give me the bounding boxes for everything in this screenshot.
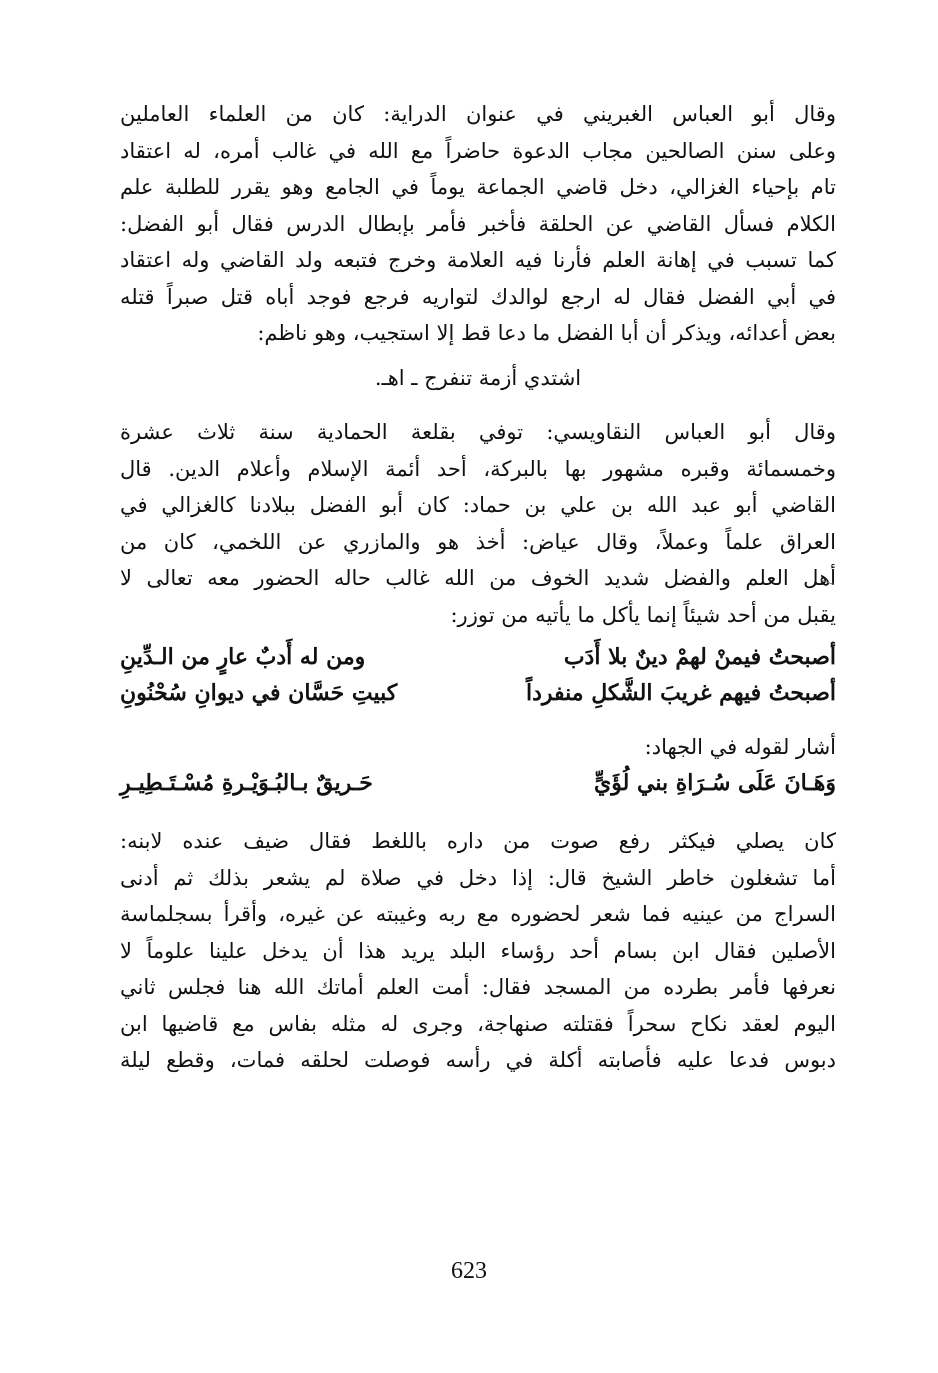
text-line: في أبي الفضل فقال له ارجع لوالدك لتواريه فرجع فوجد أباه قتل صبراً قتله [120, 284, 836, 309]
text-line: الكلام فسأل القاضي عن الحلقة فأخبر فأمر بإبطال الدرس فقال أبو الفضل: [120, 211, 836, 236]
text-line: بعض أعدائه، ويذكر أن أبا الفضل ما دعا قط إلا استجيب، وهو ناظم: [257, 321, 836, 345]
text-line: وقال أبو العباس النقاويسي: توفي بقلعة الحمادية سنة ثلاث عشرة [120, 420, 836, 444]
verse-line [120, 765, 836, 801]
hemistich-quote: اشتدي أزمة تنفرج ـ اهـ. [374, 365, 582, 390]
paragraph-prayer [120, 823, 836, 1079]
poem-verses [120, 639, 836, 711]
text-line: الأصلين فقال ابن بسام أحد رؤساء البلد يريد هذا أن يدخل علينا علوماً لا [120, 938, 836, 963]
jihad-label: أشار لقوله في الجهاد: [644, 735, 836, 759]
verse-first-hemistich: أصبحتُ فيمنْ لهمْ دينٌ بلا أَدَب [563, 644, 836, 670]
text-line: السراج من عينيه فما شعر لحضوره مع ربه وغيبته عن غيره، وأقرأ بسجلماسة [120, 902, 836, 926]
text-line: أما تشغلون خاطر الشيخ قال: إذا دخل في صلاة لم يشعر بذلك ثم أدنى [120, 865, 836, 890]
document-page [120, 96, 836, 1079]
text-line: وقال أبو العباس الغبريني في عنوان الدراية: كان من العلماء العاملين [120, 102, 836, 126]
verse-line [120, 639, 836, 675]
text-line: وعلى سنن الصالحين مجاب الدعوة حاضراً مع الله في غالب أمره، له اعتقاد [120, 138, 836, 163]
text-line: العراق علماً وعملاً، وقال عياض: أخذ هو والمازري عن اللخمي، كان من [120, 529, 836, 554]
verse-second-hemistich: حَـريقٌ بـالبُـوَيْـرةِ مُسْـتَـطِيـرِ [120, 770, 373, 796]
verse-line [120, 675, 836, 711]
paragraph-naqawisi [120, 414, 836, 633]
page-number: 623 [451, 1258, 487, 1284]
text-line: وخمسمائة وقبره مشهور بها بالبركة، أحد أئمة الإسلام وأعلام الدين. قال [120, 456, 836, 481]
text-line: كان يصلي فيكثر رفع صوت من داره باللغط فقال ضيف عنده لابنه: [120, 829, 836, 853]
verse-second-hemistich: ومن له أَدبٌ عارٍ من الـدِّينِ [120, 644, 366, 670]
text-line: دبوس فدعا عليه فأصابته أكلة في رأسه فوصلت لحلقه فمات، وقطع ليلة [120, 1048, 836, 1072]
text-line: القاضي أبو عبد الله بن علي بن حماد: كان أبو الفضل ببلادنا كالغزالي في [120, 493, 836, 517]
text-line: أهل العلم والفضل شديد الخوف من الله غالب حاله الحضور معه تعالى لا [120, 566, 836, 590]
text-line: نعرفها فأمر بطرده من المسجد فقال: أمت العلم أماتك الله هنا فجلس ثاني [120, 975, 836, 999]
verse-second-hemistich: كبيتِ حَسَّان في ديوانِ سُحْنُونِ [120, 680, 398, 706]
text-line: اليوم لعقد نكاح سحراً فقتلته صنهاجة، وجرى له مثله بفاس مع قاضيها ابن [120, 1011, 836, 1036]
verse-first-hemistich: أصبحتُ فيهم غريبَ الشَّكلِ منفرداً [525, 680, 836, 706]
text-line: تام بإحياء الغزالي، دخل قاضي الجماعة يوماً في الجامع وهو يقرر للطلبة علم [120, 175, 836, 199]
verse-first-hemistich: وَهَـانَ عَلَى سُـرَاةِ بني لُؤَيٍّ [594, 770, 836, 796]
paragraph-ghubrini [120, 96, 836, 352]
text-line: كما تسبب في إهانة العلم فأرنا فيه العلامة وخرج فتبعه ولد القاضي وله اعتقاد [120, 248, 836, 272]
text-line: يقبل من أحد شيئاً إنما يأكل ما يأتيه من توزر: [450, 602, 836, 627]
